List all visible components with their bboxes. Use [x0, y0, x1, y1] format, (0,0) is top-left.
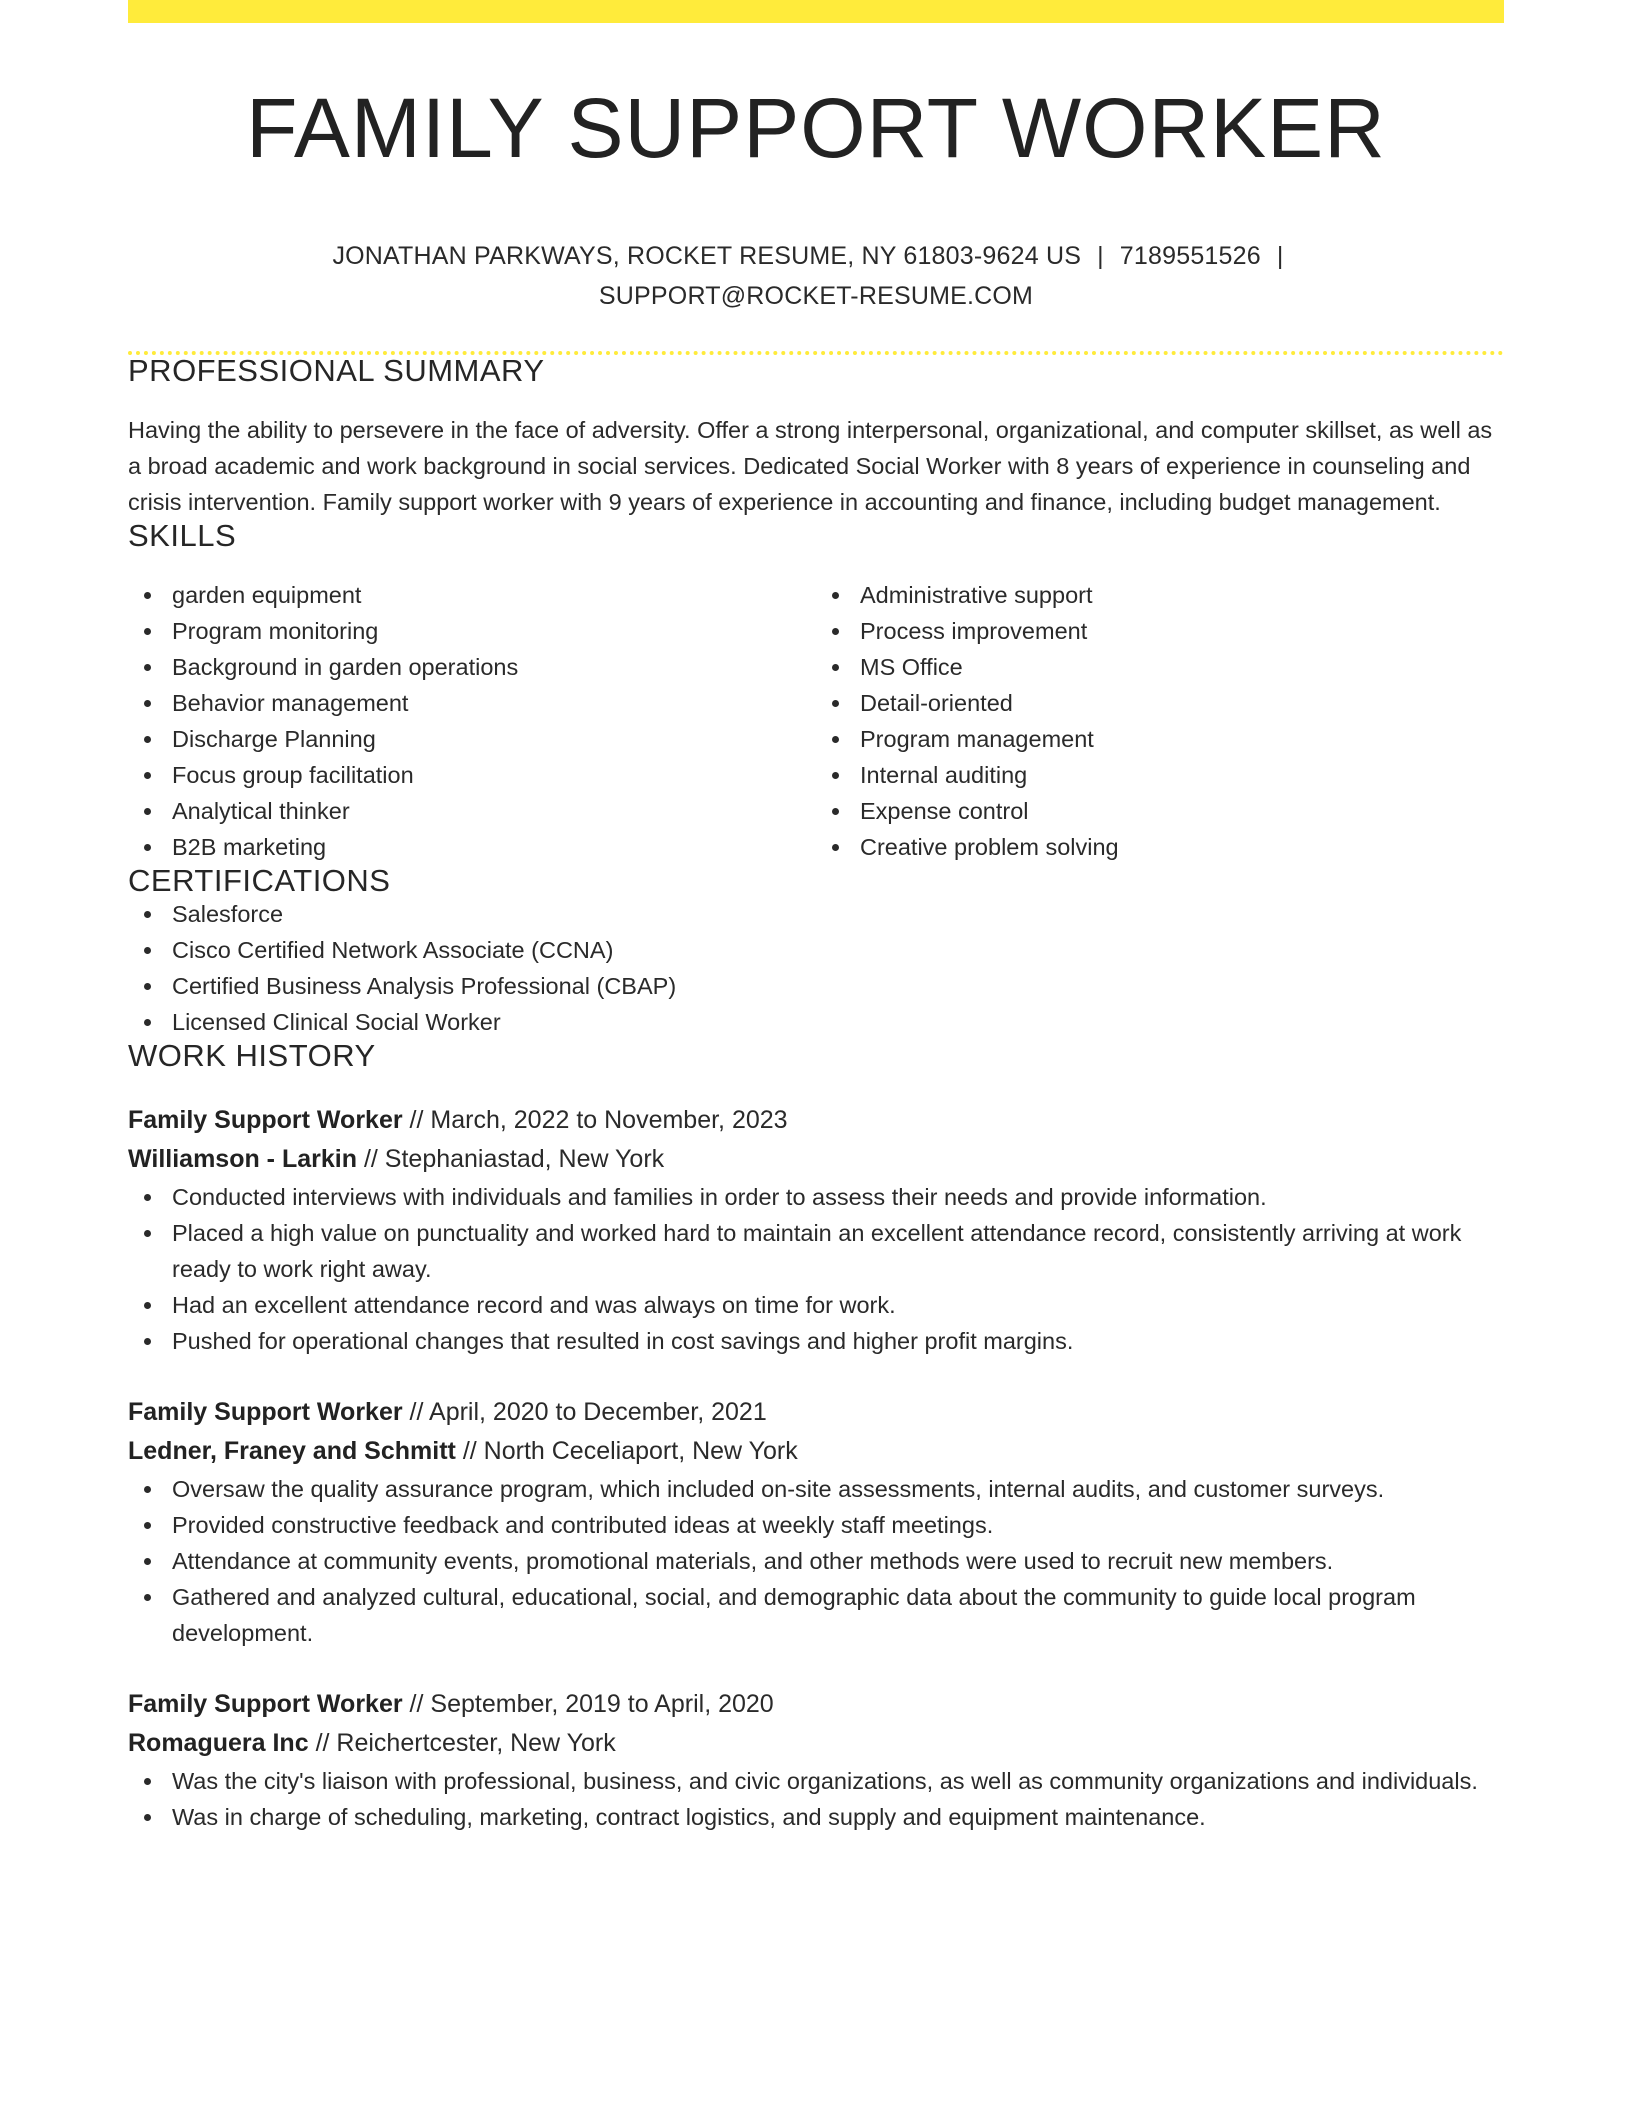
contact-address: JONATHAN PARKWAYS, ROCKET RESUME, NY 61803-9624 US	[332, 242, 1082, 270]
skill-item: MS Office	[860, 649, 1504, 685]
job-bullet: Provided constructive feedback and contributed ideas at weekly staff meetings.	[172, 1507, 1504, 1543]
job-entry	[128, 1685, 1504, 1835]
job-title: Family Support Worker	[128, 1690, 403, 1718]
certification-item: Cisco Certified Network Associate (CCNA)	[172, 932, 1504, 968]
section-heading-summary: PROFESSIONAL SUMMARY	[128, 353, 545, 388]
job-title: Family Support Worker	[128, 1106, 403, 1134]
certification-item: Licensed Clinical Social Worker	[172, 1004, 1504, 1040]
job-bullet-list	[128, 1471, 1504, 1651]
professional-summary-section	[128, 355, 1504, 520]
certification-item: Certified Business Analysis Professional (CBAP)	[172, 968, 1504, 1004]
contact-phone: 7189551526	[1119, 242, 1261, 270]
resume-title: FAMILY SUPPORT WORKER	[246, 81, 1386, 175]
skills-grid	[128, 577, 1504, 865]
work-history-section	[128, 1040, 1504, 1835]
section-heading-certifications: CERTIFICATIONS	[128, 863, 391, 898]
skill-item: garden equipment	[172, 577, 816, 613]
certifications-section	[128, 865, 1504, 1040]
job-bullet: Conducted interviews with individuals and families in order to assess their needs and provide information.	[172, 1179, 1504, 1215]
section-heading-skills: SKILLS	[128, 518, 237, 553]
skill-item: Process improvement	[860, 613, 1504, 649]
job-company: Williamson - Larkin	[128, 1145, 357, 1173]
job-divider: //	[409, 1690, 424, 1718]
job-location: Reichertcester, New York	[336, 1729, 616, 1757]
skill-item: Background in garden operations	[172, 649, 816, 685]
job-company: Romaguera Inc	[128, 1729, 309, 1757]
job-divider: //	[462, 1437, 477, 1465]
job-entry	[128, 1101, 1504, 1359]
job-company-line	[128, 1432, 1504, 1471]
skill-item: Expense control	[860, 793, 1504, 829]
resume-page	[128, 0, 1504, 1835]
job-divider: //	[363, 1145, 378, 1173]
skills-section	[128, 520, 1504, 865]
skill-item: Creative problem solving	[860, 829, 1504, 865]
skill-item: Program monitoring	[172, 613, 816, 649]
certifications-list	[128, 896, 1504, 1040]
job-divider: //	[409, 1106, 424, 1134]
job-dates: September, 2019 to April, 2020	[430, 1690, 774, 1718]
job-location: North Ceceliaport, New York	[483, 1437, 798, 1465]
job-divider: //	[315, 1729, 330, 1757]
job-bullet: Attendance at community events, promotional materials, and other methods were used to recruit new members.	[172, 1543, 1504, 1579]
contact-email: SUPPORT@ROCKET-RESUME.COM	[598, 282, 1034, 310]
job-company: Ledner, Franey and Schmitt	[128, 1437, 456, 1465]
skill-item: Program management	[860, 721, 1504, 757]
section-heading-work-history: WORK HISTORY	[128, 1038, 376, 1073]
job-company-line	[128, 1140, 1504, 1179]
job-dates: April, 2020 to December, 2021	[429, 1398, 767, 1426]
job-bullet-list	[128, 1179, 1504, 1359]
job-divider: //	[409, 1398, 424, 1426]
skill-item: Administrative support	[860, 577, 1504, 613]
job-title-line	[128, 1685, 1504, 1724]
summary-text: Having the ability to persevere in the face of adversity. Offer a strong interpersonal, organizational, and computer skillset, as well as a broad academic and work background in social services. Dedicated Social Worker with 8 years of experience in counseling and crisis intervention. Family support worker with 9 years of experience in accounting and finance, including budget management.	[128, 417, 1493, 515]
skill-item: Analytical thinker	[172, 793, 816, 829]
job-bullet: Pushed for operational changes that resulted in cost savings and higher profit margins.	[172, 1323, 1504, 1359]
skill-item: Discharge Planning	[172, 721, 816, 757]
skill-item: Behavior management	[172, 685, 816, 721]
job-bullet: Gathered and analyzed cultural, educational, social, and demographic data about the community to guide local program development.	[172, 1579, 1504, 1651]
job-bullet: Oversaw the quality assurance program, which included on-site assessments, internal audits, and customer surveys.	[172, 1471, 1504, 1507]
skill-item: Focus group facilitation	[172, 757, 816, 793]
job-dates: March, 2022 to November, 2023	[430, 1106, 788, 1134]
job-company-line	[128, 1724, 1504, 1763]
job-title-line	[128, 1393, 1504, 1432]
skills-list-right	[816, 577, 1504, 865]
contact-separator: |	[1276, 242, 1284, 270]
job-bullet: Was the city's liaison with professional, business, and civic organizations, as well as community organizations and individuals.	[172, 1763, 1504, 1799]
skill-item: Detail-oriented	[860, 685, 1504, 721]
certification-item: Salesforce	[172, 896, 1504, 932]
job-location: Stephaniastad, New York	[384, 1145, 665, 1173]
skill-item: B2B marketing	[172, 829, 816, 865]
job-title: Family Support Worker	[128, 1398, 403, 1426]
job-title-line	[128, 1101, 1504, 1140]
job-bullet: Placed a high value on punctuality and worked hard to maintain an excellent attendance record, consistently arriving at work ready to work right away.	[172, 1215, 1504, 1287]
accent-top-bar	[128, 0, 1504, 23]
job-bullet: Had an excellent attendance record and was always on time for work.	[172, 1287, 1504, 1323]
job-bullet: Was in charge of scheduling, marketing, contract logistics, and supply and equipment maintenance.	[172, 1799, 1504, 1835]
job-entry	[128, 1393, 1504, 1651]
skill-item: Internal auditing	[860, 757, 1504, 793]
skills-list-left	[128, 577, 816, 865]
contact-info	[128, 236, 1504, 316]
job-bullet-list	[128, 1763, 1504, 1835]
contact-separator: |	[1097, 242, 1104, 270]
